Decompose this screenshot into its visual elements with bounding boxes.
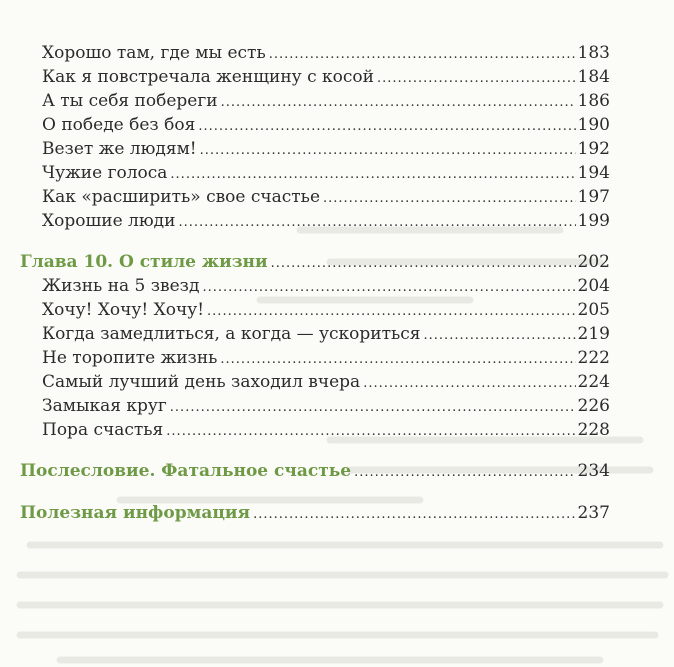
toc-entry-title: Везет же людям! xyxy=(42,139,197,159)
toc-entry xyxy=(42,184,610,210)
chapter-title: Глава 10. О стиле жизни xyxy=(20,252,268,272)
toc-entry-title: Пора счастья xyxy=(42,420,164,440)
toc-entry-page: 199 xyxy=(577,211,610,231)
dot-leader xyxy=(253,502,575,528)
toc-entry xyxy=(42,136,610,162)
toc-entry-title: Самый лучший день заходил вчера xyxy=(42,372,361,392)
toc-entry xyxy=(42,345,610,371)
toc-entry-title: А ты себя побереги xyxy=(42,91,218,111)
toc-entry-page: 205 xyxy=(577,300,610,320)
toc-entry xyxy=(42,417,610,443)
toc-entry xyxy=(42,273,610,299)
toc-entry-title: Хорошие люди xyxy=(42,211,176,231)
toc-entry-page: 222 xyxy=(577,348,610,368)
toc-entry-page: 183 xyxy=(577,43,610,63)
toc-entry-title: Хорошо там, где мы есть xyxy=(42,43,266,63)
toc-entry xyxy=(42,160,610,186)
toc-entry xyxy=(42,369,610,395)
toc-entry xyxy=(42,64,610,90)
toc-entry xyxy=(42,393,610,419)
dot-leader xyxy=(354,460,575,486)
useful-info-page: 237 xyxy=(577,503,610,523)
dot-leader xyxy=(178,210,575,236)
toc-entry-page: 194 xyxy=(577,163,610,183)
toc-entry xyxy=(42,88,610,114)
toc-entry-page: 186 xyxy=(577,91,610,111)
toc-entry xyxy=(42,321,610,347)
toc-entry-title: Чужие голоса xyxy=(42,163,168,183)
toc-entry-title: Когда замедлиться, а когда — ускориться xyxy=(42,324,421,344)
afterword-page: 234 xyxy=(577,461,610,481)
dot-leader xyxy=(166,419,575,445)
toc-afterword-heading xyxy=(20,458,610,484)
useful-info-title: Полезная информация xyxy=(20,503,251,523)
toc-entry-page: 190 xyxy=(577,115,610,135)
toc-entry-page: 219 xyxy=(577,324,610,344)
toc-chapter-heading xyxy=(20,249,610,275)
toc-entry-title: Хочу! Хочу! Хочу! xyxy=(42,300,205,320)
toc-entry-page: 226 xyxy=(577,396,610,416)
toc-entry-title: Жизнь на 5 звезд xyxy=(42,276,200,296)
toc-entry-title: О победе без боя xyxy=(42,115,196,135)
toc-entry-title: Как «расширить» свое счастье xyxy=(42,187,321,207)
toc-entry-page: 197 xyxy=(577,187,610,207)
chapter-page: 202 xyxy=(577,252,610,272)
toc-useful-info-heading xyxy=(20,500,610,526)
toc-entry-page: 192 xyxy=(577,139,610,159)
toc-entry-title: Как я повстречала женщину с косой xyxy=(42,67,374,87)
toc-entry-title: Замыкая круг xyxy=(42,396,167,416)
toc-entry-page: 224 xyxy=(577,372,610,392)
afterword-title: Послесловие. Фатальное счастье xyxy=(20,461,352,481)
toc-entry-title: Не торопите жизнь xyxy=(42,348,218,368)
toc-entry-page: 204 xyxy=(577,276,610,296)
toc-entry xyxy=(42,297,610,323)
toc-entry xyxy=(42,40,610,66)
toc-entry-page: 184 xyxy=(577,67,610,87)
toc-entry-page: 228 xyxy=(577,420,610,440)
toc-entry xyxy=(42,112,610,138)
toc-entry xyxy=(42,208,610,234)
